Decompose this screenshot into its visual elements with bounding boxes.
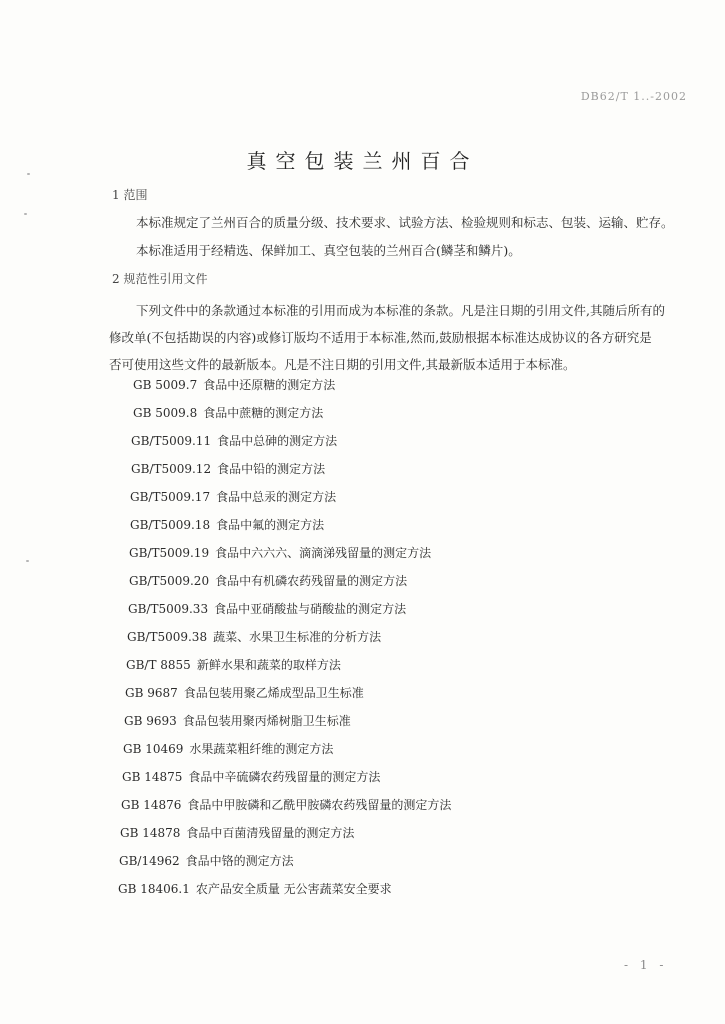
reference-item xyxy=(131,460,325,477)
reference-title: 食品中蔗糖的测定方法 xyxy=(203,406,324,420)
reference-title: 食品中百菌清残留量的测定方法 xyxy=(186,826,355,840)
normative-line-1: 下列文件中的条款通过本标准的引用而成为本标准的条款。凡是注日期的引用文件,其随后所有的 xyxy=(136,303,665,318)
reference-title: 食品中总砷的测定方法 xyxy=(217,434,338,448)
normative-line-3: 否可使用这些文件的最新版本。凡是不注日期的引用文件,其最新版本适用于本标准。 xyxy=(109,357,576,372)
reference-title: 农产品安全质量 无公害蔬菜安全要求 xyxy=(195,882,392,896)
section-normative-heading: 2 规范性引用文件 xyxy=(112,272,208,286)
reference-code: GB 18406.1 xyxy=(118,882,190,896)
reference-title: 食品中亚硝酸盐与硝酸盐的测定方法 xyxy=(214,602,407,616)
reference-title: 水果蔬菜粗纤维的测定方法 xyxy=(189,742,334,756)
scan-speck xyxy=(26,560,29,562)
reference-title: 食品中氟的测定方法 xyxy=(216,518,325,532)
scope-paragraph-2: 本标准适用于经精选、保鲜加工、真空包装的兰州百合(鳞茎和鳞片)。 xyxy=(136,243,521,258)
scope-paragraph-1: 本标准规定了兰州百合的质量分级、技术要求、试验方法、检验规则和标志、包装、运输、贮存。 xyxy=(136,215,674,230)
reference-code: GB/T5009.33 xyxy=(128,602,209,616)
reference-item xyxy=(125,684,364,701)
reference-code: GB/T5009.12 xyxy=(131,462,212,476)
reference-code: GB/T5009.20 xyxy=(129,574,210,588)
reference-code: GB 5009.7 xyxy=(133,378,198,392)
reference-code: GB/T5009.19 xyxy=(129,546,210,560)
reference-title: 食品中铬的测定方法 xyxy=(185,854,294,868)
reference-code: GB 5009.8 xyxy=(133,406,198,420)
reference-code: GB 14878 xyxy=(120,826,181,840)
scan-speck xyxy=(27,173,30,175)
reference-item xyxy=(122,768,380,785)
reference-title: 食品中总汞的测定方法 xyxy=(216,490,337,504)
reference-item xyxy=(127,628,381,645)
reference-item xyxy=(130,488,336,505)
reference-item xyxy=(123,740,333,757)
reference-code: GB/T5009.17 xyxy=(130,490,211,504)
reference-code: GB 14875 xyxy=(122,770,183,784)
section-scope-heading: 1 范围 xyxy=(112,188,148,202)
reference-code: GB/T5009.18 xyxy=(130,518,211,532)
standard-code-header: DB62/T 1..-2002 xyxy=(580,90,687,103)
reference-item xyxy=(120,824,354,841)
reference-item xyxy=(128,600,406,617)
reference-code: GB 9687 xyxy=(125,686,178,700)
reference-title: 食品中有机磷农药残留量的测定方法 xyxy=(215,574,408,588)
reference-title: 蔬菜、水果卫生标准的分析方法 xyxy=(213,630,382,644)
reference-title: 新鲜水果和蔬菜的取样方法 xyxy=(196,658,341,672)
reference-code: GB/T5009.38 xyxy=(127,630,208,644)
reference-item xyxy=(129,544,431,561)
reference-code: GB 9693 xyxy=(124,714,177,728)
reference-code: GB/T 8855 xyxy=(126,658,191,672)
reference-code: GB/14962 xyxy=(119,854,180,868)
reference-code: GB 14876 xyxy=(121,798,182,812)
reference-title: 食品中六六六、滴滴涕残留量的测定方法 xyxy=(215,546,432,560)
document-title: 真空包装兰州百合 xyxy=(246,149,479,173)
reference-item xyxy=(118,880,392,897)
reference-title: 食品中甲胺磷和乙酰甲胺磷农药残留量的测定方法 xyxy=(187,798,452,812)
page-number: - 1 - xyxy=(624,958,668,972)
reference-title: 食品中还原糖的测定方法 xyxy=(203,378,336,392)
reference-item xyxy=(124,712,351,729)
reference-title: 食品中铅的测定方法 xyxy=(217,462,326,476)
reference-item xyxy=(133,376,335,393)
reference-code: GB/T5009.11 xyxy=(131,434,212,448)
reference-item xyxy=(133,404,323,421)
reference-item xyxy=(126,656,341,673)
reference-title: 食品包装用聚丙烯树脂卫生标准 xyxy=(182,714,351,728)
reference-title: 食品中辛硫磷农药残留量的测定方法 xyxy=(188,770,381,784)
reference-item xyxy=(129,572,407,589)
reference-item xyxy=(130,516,324,533)
normative-line-2: 修改单(不包括勘误的内容)或修订版均不适用于本标准,然而,鼓励根据本标准达成协议的各方研究是 xyxy=(109,330,652,345)
reference-item xyxy=(119,852,294,869)
reference-title: 食品包装用聚乙烯成型品卫生标准 xyxy=(183,686,364,700)
reference-item xyxy=(121,796,451,813)
reference-item xyxy=(131,432,337,449)
reference-code: GB 10469 xyxy=(123,742,184,756)
scan-speck xyxy=(24,213,27,215)
